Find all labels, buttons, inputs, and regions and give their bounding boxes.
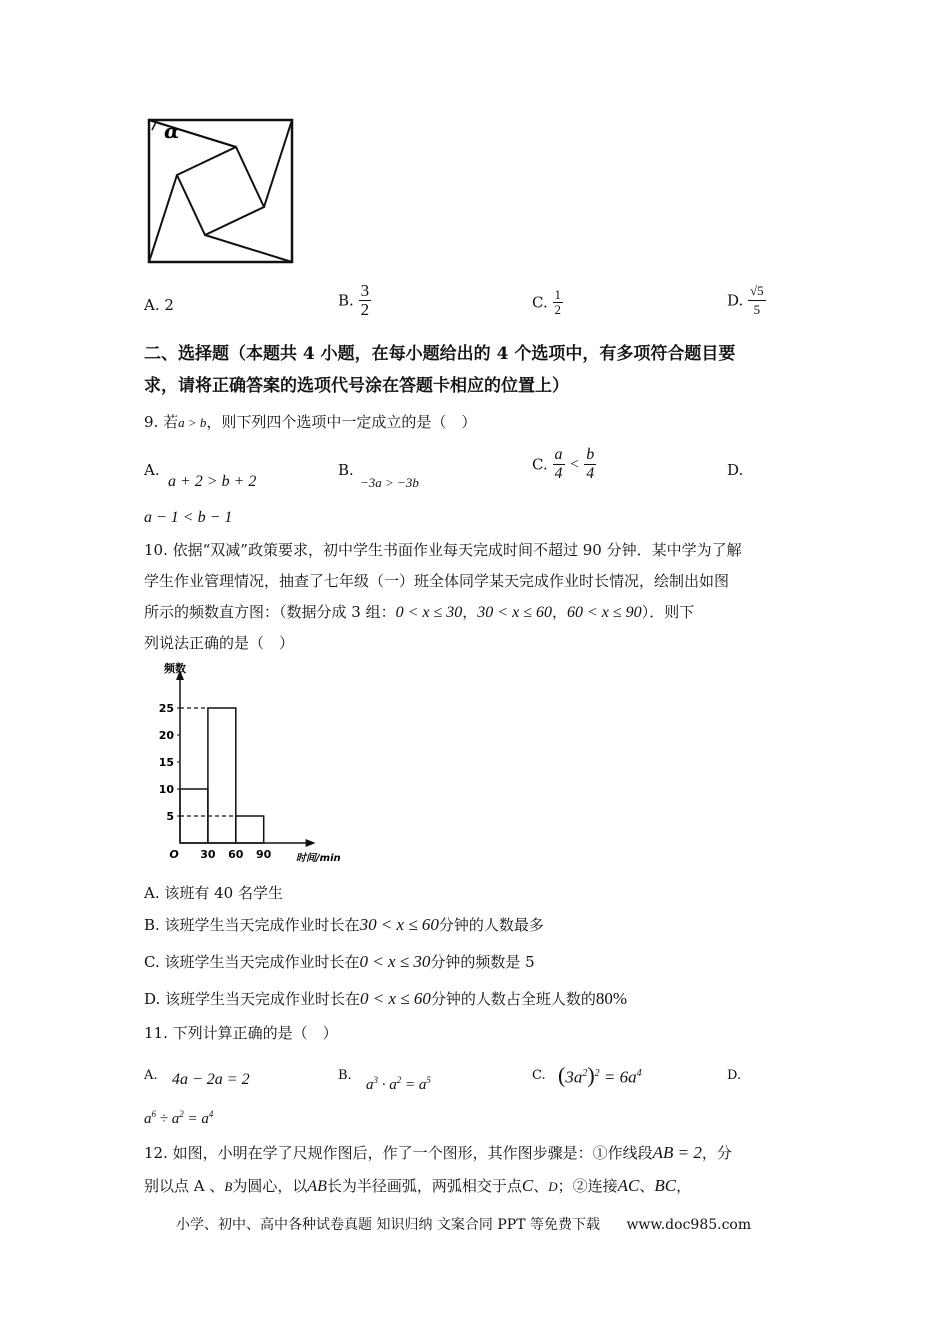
q9-option-b: B. — [338, 461, 354, 479]
section-heading-line1: 二、选择题（本题共 4 小题，在每小题给出的 4 个选项中，有多项符合题目要 — [144, 344, 736, 364]
y-tick-label: 25 — [158, 702, 174, 715]
q12-line1: 12. 如图，小明在学了尺规作图后，作了一个图形，其作图步骤是：①作线段AB = 2，分 — [144, 1143, 732, 1162]
x-tick-label: 30 — [200, 848, 216, 861]
q11-option-d: D. — [727, 1068, 742, 1083]
q8-option-d: D. $\frac{√5}{5}$ — [727, 283, 764, 317]
q10-line2: 学生作业管理情况，抽查了七年级（一）班全体同学某天完成作业时长情况，绘制出如图 — [144, 572, 730, 590]
q10-option-d: D. 该班学生当天完成作业时长在0 < x ≤ 60分钟的人数占全班人数的80% — [144, 989, 628, 1008]
q8-option-b: B. $\frac{3}{2}$ — [338, 281, 370, 319]
q11-option-d-expr: $a^6 \div a^2 = a^4$ — [144, 1109, 214, 1127]
q11-stem: 11. 下列计算正确的是（ ） — [144, 1024, 338, 1042]
histogram-bar — [236, 816, 264, 843]
q10-option-c: C. 该班学生当天完成作业时长在0 < x ≤ 30分钟的频数是 5 — [144, 952, 535, 971]
q9-stem: 9. 若a > b，则下列四个选项中一定成立的是（ ） — [144, 413, 477, 431]
q8-option-a: A. 2 — [144, 296, 174, 314]
q10-option-a: A. 该班有 40 名学生 — [144, 884, 283, 902]
figure-alpha-label: α — [164, 119, 180, 143]
q10-line1: 10. 依据“双减”政策要求，初中学生书面作业每天完成时间不超过 90 分钟．某中学为了解 — [144, 541, 742, 559]
x-tick-label: 60 — [228, 848, 244, 861]
q8-option-c: C. $\frac{1}{2}$ — [532, 287, 561, 317]
q12-line2: 别以点 A 、B为圆心，以AB长为半径画弧，两弧相交于点C、D；②连接AC、BC， — [144, 1176, 692, 1195]
page-footer — [176, 1214, 751, 1234]
histogram-ylabel: 频数 — [164, 662, 186, 675]
q9-option-b-expr: −3a > −3b — [360, 475, 419, 490]
q11-option-c: C. — [532, 1068, 546, 1083]
q11-option-b-expr: $a^3 \cdot a^2 = a^5$ — [366, 1075, 431, 1093]
y-tick-label: 5 — [166, 810, 174, 823]
y-tick-label: 15 — [158, 756, 174, 769]
histogram-bar — [208, 708, 236, 843]
q9-option-d: D. — [727, 461, 744, 479]
histogram-xlabel: 时间/min — [296, 853, 341, 864]
footer-url[interactable]: www.doc985.com — [626, 1217, 752, 1233]
q9-option-c: C. $\frac{a}{4}$ < $\frac{b}{4}$ — [532, 446, 595, 482]
q11-option-a: A. — [144, 1068, 158, 1083]
q9-option-a: A. — [144, 461, 160, 479]
footer-text: 小学、初中、高中各种试卷真题 知识归纳 文案合同 PPT 等免费下载 — [176, 1217, 600, 1233]
q9-option-d-expr: a − 1 < b − 1 — [144, 509, 233, 526]
q11-option-a-expr: 4a − 2a = 2 — [172, 1071, 250, 1088]
x-tick-label: 90 — [256, 848, 272, 861]
q10-line3: 所示的频数直方图：（数据分成 3 组：0 < x ≤ 30，30 < x ≤ 60，60 < x ≤ 90）．则下 — [144, 603, 695, 621]
q10-option-b: B. 该班学生当天完成作业时长在30 < x ≤ 60分钟的人数最多 — [144, 915, 544, 934]
q11-option-b: B. — [338, 1068, 352, 1083]
square-figure — [144, 116, 296, 268]
y-tick-label: 10 — [158, 783, 174, 796]
q10-line4: 列说法正确的是（ ） — [144, 634, 295, 652]
section-heading-line2: 求，请将正确答案的选项代号涂在答题卡相应的位置上） — [144, 376, 569, 396]
q9-option-a-expr: a + 2 > b + 2 — [168, 473, 257, 490]
frequency-histogram — [150, 660, 360, 870]
y-tick-label: 20 — [158, 729, 174, 742]
x-axis-arrow — [306, 839, 316, 847]
x-tick-label: O — [169, 848, 179, 861]
q11-option-c-expr: $(3a^2)^2 = 6a^4$ — [558, 1062, 642, 1088]
